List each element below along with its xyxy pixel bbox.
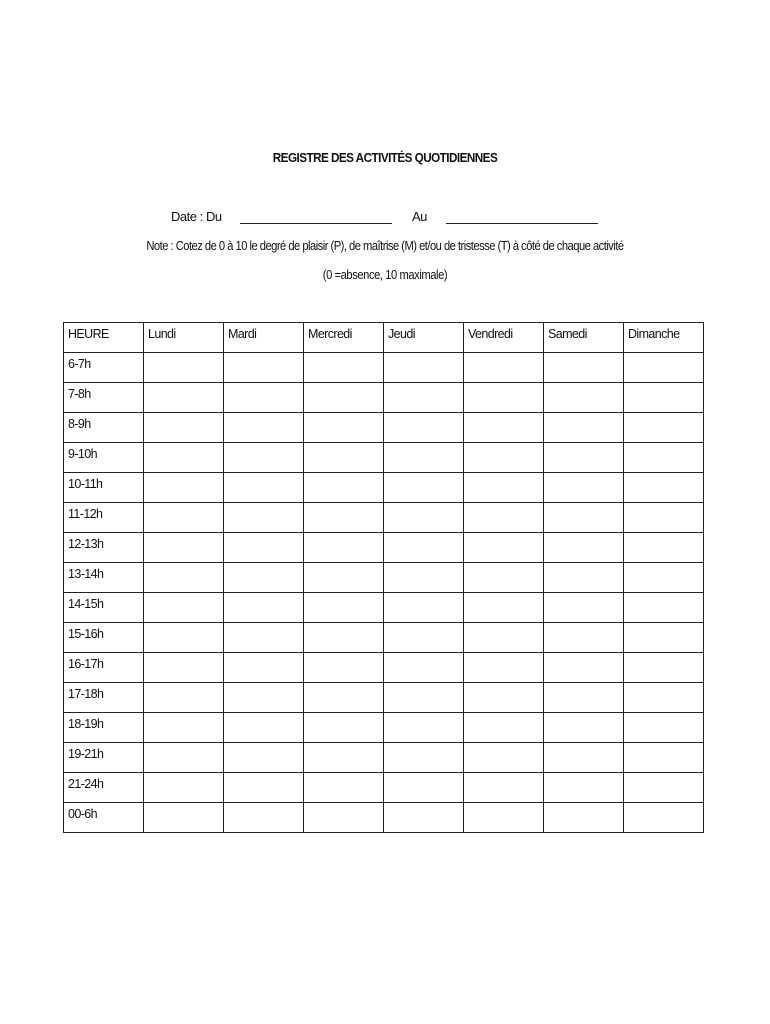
activity-cell[interactable] [304, 683, 384, 713]
table-row [64, 443, 704, 473]
activity-cell[interactable] [544, 623, 624, 653]
activity-cell[interactable] [544, 443, 624, 473]
table-row [64, 533, 704, 563]
activity-cell[interactable] [384, 383, 464, 413]
activity-cell[interactable] [304, 593, 384, 623]
activity-cell[interactable] [624, 443, 704, 473]
activity-cell[interactable] [464, 413, 544, 443]
table-row [64, 503, 704, 533]
time-slot-label: 10-11h [64, 473, 144, 503]
activity-cell[interactable] [384, 353, 464, 383]
activity-cell[interactable] [224, 443, 304, 473]
du-label: Du [206, 209, 222, 224]
time-slot-label: 11-12h [64, 503, 144, 533]
activity-cell[interactable] [304, 653, 384, 683]
activity-cell[interactable] [144, 353, 224, 383]
activity-cell[interactable] [144, 413, 224, 443]
activity-cell[interactable] [384, 803, 464, 833]
activity-cell[interactable] [384, 773, 464, 803]
activity-cell[interactable] [304, 743, 384, 773]
activity-cell[interactable] [304, 773, 384, 803]
activity-cell[interactable] [464, 383, 544, 413]
activity-cell[interactable] [144, 713, 224, 743]
table-row [64, 713, 704, 743]
activity-cell[interactable] [144, 533, 224, 563]
activity-cell[interactable] [464, 623, 544, 653]
activity-cell[interactable] [624, 713, 704, 743]
activity-cell[interactable] [464, 593, 544, 623]
table-header-row [64, 323, 704, 353]
activity-cell[interactable] [224, 713, 304, 743]
activity-cell[interactable] [464, 443, 544, 473]
activity-cell[interactable] [624, 803, 704, 833]
activity-cell[interactable] [224, 383, 304, 413]
activity-cell[interactable] [304, 353, 384, 383]
activity-cell[interactable] [544, 473, 624, 503]
activity-cell[interactable] [224, 683, 304, 713]
time-slot-label: 14-15h [64, 593, 144, 623]
activity-cell[interactable] [224, 593, 304, 623]
table-row [64, 803, 704, 833]
activity-cell[interactable] [224, 563, 304, 593]
start-date-blank[interactable] [240, 209, 392, 224]
activity-cell[interactable] [304, 443, 384, 473]
table-row [64, 743, 704, 773]
header-mercredi: Mercredi [304, 323, 384, 353]
activity-cell[interactable] [384, 473, 464, 503]
activity-cell[interactable] [304, 623, 384, 653]
activity-cell[interactable] [384, 653, 464, 683]
time-slot-label: 8-9h [64, 413, 144, 443]
activity-cell[interactable] [144, 773, 224, 803]
activity-cell[interactable] [624, 383, 704, 413]
activity-cell[interactable] [304, 563, 384, 593]
activity-cell[interactable] [384, 683, 464, 713]
time-slot-label: 21-24h [64, 773, 144, 803]
activity-cell[interactable] [224, 803, 304, 833]
activity-cell[interactable] [144, 803, 224, 833]
table-row [64, 593, 704, 623]
activity-cell[interactable] [464, 473, 544, 503]
activity-cell[interactable] [624, 533, 704, 563]
activity-cell[interactable] [144, 653, 224, 683]
activity-cell[interactable] [144, 443, 224, 473]
time-slot-label: 12-13h [64, 533, 144, 563]
activity-cell[interactable] [384, 593, 464, 623]
au-label: Au [412, 209, 427, 224]
activity-cell[interactable] [464, 353, 544, 383]
end-date-blank[interactable] [446, 209, 598, 224]
table-row [64, 473, 704, 503]
activity-cell[interactable] [624, 653, 704, 683]
activity-cell[interactable] [304, 383, 384, 413]
activity-cell[interactable] [464, 713, 544, 743]
time-slot-label: 17-18h [64, 683, 144, 713]
activity-cell[interactable] [224, 533, 304, 563]
header-samedi: Samedi [544, 323, 624, 353]
activity-cell[interactable] [224, 773, 304, 803]
activity-cell[interactable] [144, 563, 224, 593]
table-row [64, 653, 704, 683]
activity-cell[interactable] [624, 353, 704, 383]
activity-cell[interactable] [384, 713, 464, 743]
activity-cell[interactable] [224, 353, 304, 383]
time-slot-label: 16-17h [64, 653, 144, 683]
activity-cell[interactable] [544, 743, 624, 773]
time-slot-label: 18-19h [64, 713, 144, 743]
activity-cell[interactable] [624, 563, 704, 593]
time-slot-label: 00-6h [64, 803, 144, 833]
activity-table [63, 322, 704, 833]
activity-cell[interactable] [224, 413, 304, 443]
activity-cell[interactable] [464, 533, 544, 563]
activity-cell[interactable] [624, 503, 704, 533]
header-mardi: Mardi [224, 323, 304, 353]
time-slot-label: 9-10h [64, 443, 144, 473]
activity-cell[interactable] [464, 803, 544, 833]
activity-cell[interactable] [384, 413, 464, 443]
activity-cell[interactable] [384, 443, 464, 473]
activity-cell[interactable] [384, 563, 464, 593]
activity-cell[interactable] [384, 623, 464, 653]
header-jeudi: Jeudi [384, 323, 464, 353]
time-slot-label: 6-7h [64, 353, 144, 383]
activity-cell[interactable] [144, 623, 224, 653]
activity-cell[interactable] [624, 743, 704, 773]
activity-cell[interactable] [144, 683, 224, 713]
activity-cell[interactable] [464, 653, 544, 683]
activity-cell[interactable] [144, 383, 224, 413]
table-row [64, 413, 704, 443]
table-row [64, 353, 704, 383]
table-row [64, 623, 704, 653]
time-slot-label: 13-14h [64, 563, 144, 593]
activity-cell[interactable] [464, 773, 544, 803]
header-dimanche: Dimanche [624, 323, 704, 353]
activity-cell[interactable] [624, 473, 704, 503]
activity-cell[interactable] [464, 743, 544, 773]
activity-cell[interactable] [544, 383, 624, 413]
header-vendredi: Vendredi [464, 323, 544, 353]
time-slot-label: 19-21h [64, 743, 144, 773]
activity-cell[interactable] [624, 683, 704, 713]
header-lundi: Lundi [144, 323, 224, 353]
activity-cell[interactable] [544, 503, 624, 533]
activity-cell[interactable] [144, 593, 224, 623]
activity-cell[interactable] [544, 353, 624, 383]
activity-cell[interactable] [624, 773, 704, 803]
activity-cell[interactable] [464, 683, 544, 713]
activity-cell[interactable] [624, 593, 704, 623]
activity-cell[interactable] [624, 623, 704, 653]
activity-cell[interactable] [224, 623, 304, 653]
table-row [64, 563, 704, 593]
activity-cell[interactable] [384, 743, 464, 773]
date-range-line [0, 209, 770, 227]
time-slot-label: 7-8h [64, 383, 144, 413]
activity-cell[interactable] [144, 503, 224, 533]
activity-cell[interactable] [224, 473, 304, 503]
rating-scale-note: (0 =absence, 10 maximale) [322, 267, 448, 282]
activity-cell[interactable] [384, 503, 464, 533]
activity-cell[interactable] [544, 773, 624, 803]
activity-cell[interactable] [304, 713, 384, 743]
time-slot-label: 15-16h [64, 623, 144, 653]
activity-cell[interactable] [304, 473, 384, 503]
date-label: Date : [171, 209, 203, 224]
activity-cell[interactable] [464, 563, 544, 593]
header-heure: HEURE [64, 323, 144, 353]
table-row [64, 383, 704, 413]
activity-cell[interactable] [304, 503, 384, 533]
rating-note: Note : Cotez de 0 à 10 le degré de plaisir (P), de maîtrise (M) et/ou de tristesse (T) à côté de chaque activité [146, 238, 624, 253]
activity-cell[interactable] [144, 473, 224, 503]
activity-cell[interactable] [544, 533, 624, 563]
activity-cell[interactable] [144, 743, 224, 773]
activity-cell[interactable] [304, 413, 384, 443]
activity-cell[interactable] [544, 413, 624, 443]
activity-cell[interactable] [384, 533, 464, 563]
activity-cell[interactable] [224, 653, 304, 683]
table-row [64, 683, 704, 713]
activity-cell[interactable] [544, 683, 624, 713]
activity-cell[interactable] [544, 803, 624, 833]
activity-cell[interactable] [544, 653, 624, 683]
activity-cell[interactable] [624, 413, 704, 443]
activity-cell[interactable] [304, 533, 384, 563]
activity-cell[interactable] [544, 563, 624, 593]
activity-cell[interactable] [544, 593, 624, 623]
activity-cell[interactable] [464, 503, 544, 533]
activity-cell[interactable] [224, 503, 304, 533]
table-row [64, 773, 704, 803]
activity-cell[interactable] [544, 713, 624, 743]
activity-cell[interactable] [224, 743, 304, 773]
page-title: REGISTRE DES ACTIVITÉS QUOTIDIENNES [272, 150, 498, 165]
activity-cell[interactable] [304, 803, 384, 833]
